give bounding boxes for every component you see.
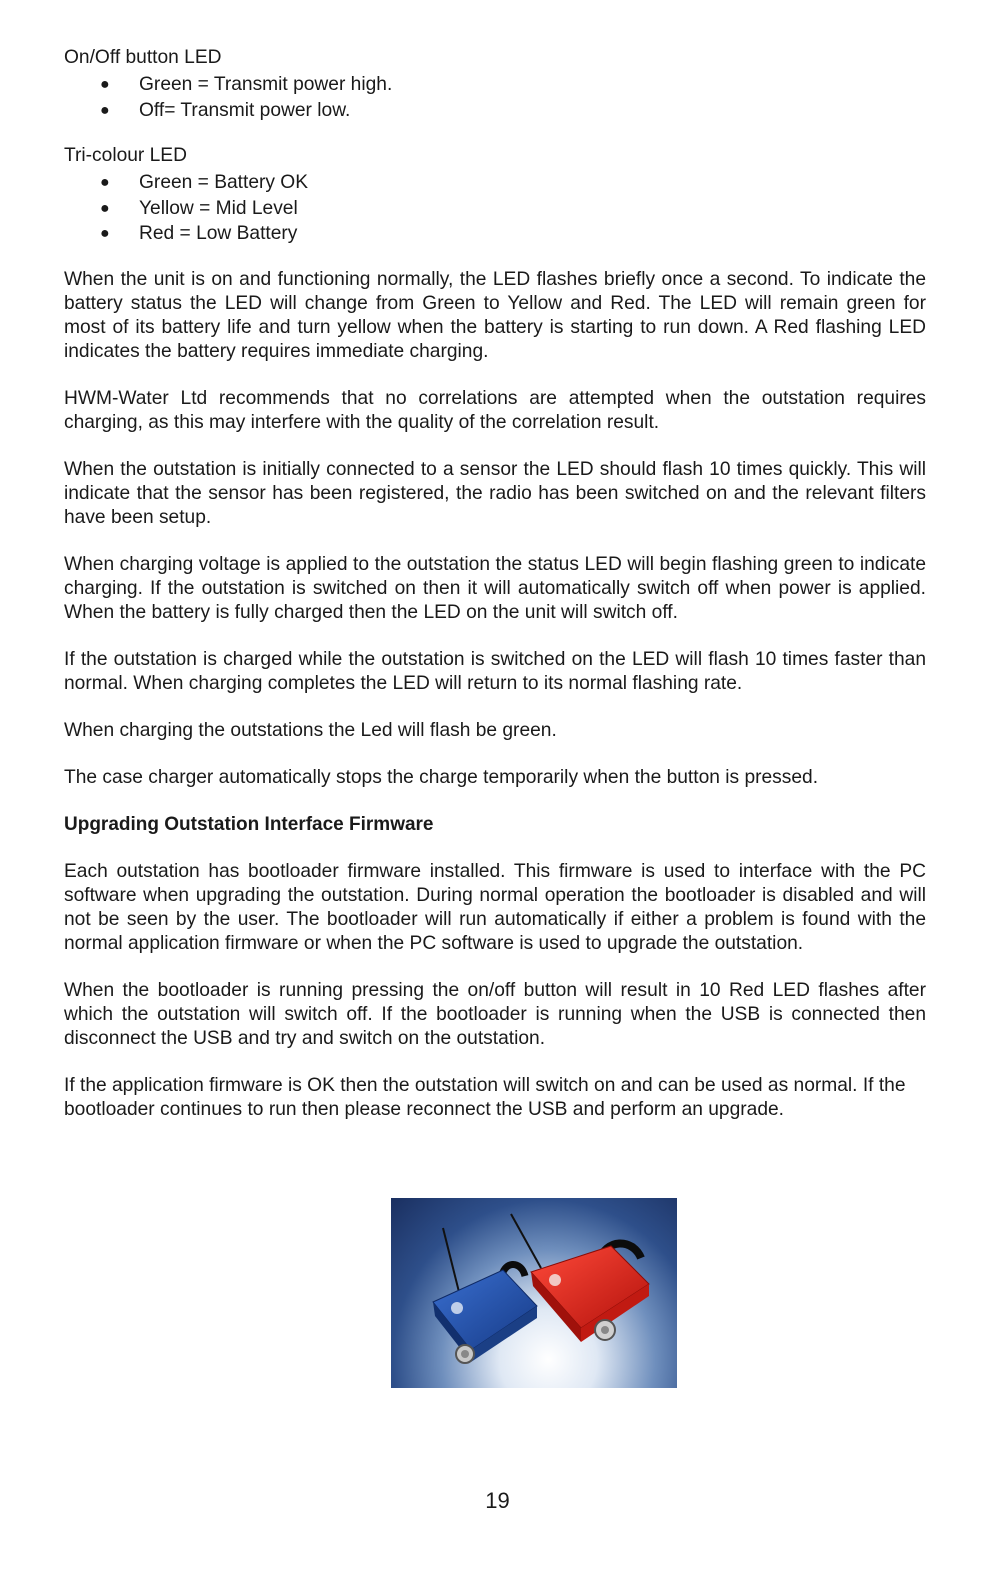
paragraph-case-charger: The case charger automatically stops the charge temporarily when the button is pressed. xyxy=(64,766,819,788)
section-heading-upgrade: Upgrading Outstation Interface Firmware xyxy=(64,813,434,835)
tricolour-led-list xyxy=(64,170,926,247)
bullet-icon: ● xyxy=(100,174,110,191)
list-item: ● Red = Low Battery xyxy=(64,221,926,247)
blue-outstation-device xyxy=(433,1228,537,1363)
document-page xyxy=(64,46,926,1122)
list-item: ● Off= Transmit power low. xyxy=(64,98,926,124)
list-item: ● Green = Battery OK xyxy=(64,170,926,196)
paragraph-bootloader: Each outstation has bootloader firmware installed. This firmware is used to interface with the PC software when upgrading the outstation. During normal operation the bootloader is disabled and will not be seen by the user. The bootloader will run automatically if either a problem is found with the normal application firmware or when the PC software is used to upgrade the outstation. xyxy=(64,860,926,954)
paragraph-charging-voltage: When charging voltage is applied to the outstation the status LED will begin flashing green to indicate charging. If the outstation is switched on then it will automatically switch off when power is applied. When the battery is fully charged then the LED on the unit will switch off. xyxy=(64,553,926,623)
list-item: ● Green = Transmit power high. xyxy=(64,72,926,98)
paragraph-led-status: When the unit is on and functioning normally, the LED flashes briefly once a second. To indicate the battery status the LED will change from Green to Yellow and Red. The LED will remain green for most of its battery life and turn yellow when the battery is starting to run down. A Red flashing LED indicates the battery requires immediate charging. xyxy=(64,268,926,362)
bullet-icon: ● xyxy=(100,101,110,119)
page-number: 19 xyxy=(485,1488,510,1513)
paragraph-application-ok: If the application firmware is OK then the outstation will switch on and can be used as normal. If the bootloader continues to run then please reconnect the USB and perform an upgrade. xyxy=(64,1074,906,1120)
bullet-icon: ● xyxy=(100,76,110,93)
paragraph-correlation-note: HWM-Water Ltd recommends that no correlations are attempted when the outstation requires charging, as this may interfere with the quality of the correlation result. xyxy=(64,387,926,433)
paragraph-charged-while-on: If the outstation is charged while the outstation is switched on the LED will flash 10 times faster than normal. When charging completes the LED will return to its normal flashing rate. xyxy=(64,648,926,694)
list-item: ● Yellow = Mid Level xyxy=(64,196,926,222)
paragraph-charging-green: When charging the outstations the Led will flash be green. xyxy=(64,719,557,741)
outstation-devices-illustration xyxy=(391,1198,677,1388)
onoff-led-list xyxy=(64,72,926,123)
tricolour-led-title: Tri-colour LED xyxy=(64,145,187,166)
bullet-icon: ● xyxy=(100,225,110,242)
bullet-icon: ● xyxy=(100,199,110,217)
red-outstation-device xyxy=(511,1214,649,1342)
paragraph-bootloader-running: When the bootloader is running pressing the on/off button will result in 10 Red LED flashes after which the outstation will switch off. If the bootloader is running when the USB is connected then disconnect the USB and try and switch on the outstation. xyxy=(64,979,926,1049)
outstation-devices-photo xyxy=(391,1198,677,1388)
paragraph-sensor-connect: When the outstation is initially connected to a sensor the LED should flash 10 times quickly. This will indicate that the sensor has been registered, the radio has been switched on and the relevant filters have been setup. xyxy=(64,458,926,528)
onoff-led-title: On/Off button LED xyxy=(64,47,222,68)
